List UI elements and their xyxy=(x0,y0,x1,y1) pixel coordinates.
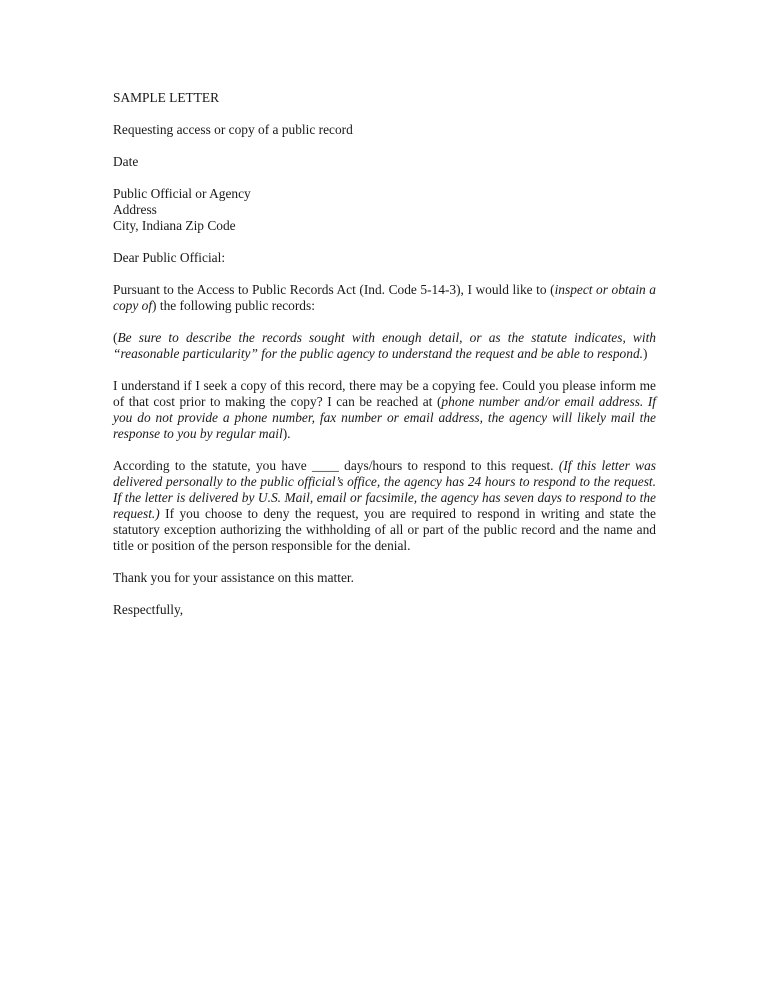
paragraph-statute-italic: (If this letter was delivered personally to the public official’s office, the agency has 24 hours to respond to the request. If the letter is delivered by U.S. Mail, email or facsimile, the agency has seven days to respond to the request.) xyxy=(113,458,656,521)
recipient-block xyxy=(113,186,656,234)
letter-subject: Requesting access or copy of a public record xyxy=(113,122,353,137)
thanks-line: Thank you for your assistance on this matter. xyxy=(113,570,354,585)
letter-title: SAMPLE LETTER xyxy=(113,90,220,105)
salutation: Dear Public Official: xyxy=(113,250,226,265)
recipient-address: Address xyxy=(113,202,157,217)
paragraph-statute-text-a: According to the statute, you have ____ days/hours to respond to this request. xyxy=(113,458,559,473)
recipient-name: Public Official or Agency xyxy=(113,186,251,201)
paragraph-fee-italic: phone number and/or email address. If you do not provide a phone number, fax number or email address, the agency will likely mail the response to you by regular mail xyxy=(113,394,656,441)
paragraph-request-italic: inspect or obtain a copy of xyxy=(113,282,656,313)
paragraph-request-text-b: ) the following public records: xyxy=(152,298,315,313)
paragraph-request xyxy=(113,282,656,314)
paragraph-copying-fee xyxy=(113,378,656,442)
paragraph-statute-response xyxy=(113,458,656,554)
paragraph-describe-italic: Be sure to describe the records sought with enough detail, or as the statute indicates, with “reasonable particularity” for the public agency to understand the request and be able to respond. xyxy=(113,330,656,361)
letter-body xyxy=(113,90,656,634)
paragraph-fee-text-b: ). xyxy=(282,426,291,441)
recipient-city-line: City, Indiana Zip Code xyxy=(113,218,236,233)
paragraph-describe-close: ) xyxy=(642,346,648,361)
letter-date: Date xyxy=(113,154,139,169)
paragraph-request-text-a: Pursuant to the Access to Public Records Act (Ind. Code 5-14-3), I would like to ( xyxy=(113,282,555,297)
paragraph-describe-open: ( xyxy=(113,330,118,345)
closing-line: Respectfully, xyxy=(113,602,184,617)
paragraph-statute-text-b: If you choose to deny the request, you are required to respond in writing and state the statutory exception authorizing the withholding of all or part of the public record and the name and title or position of the person responsible for the denial. xyxy=(113,506,656,553)
paragraph-describe-records xyxy=(113,330,656,362)
paragraph-fee-text-a: I understand if I seek a copy of this record, there may be a copying fee. Could you please inform me of that cost prior to making the copy? I can be reached at ( xyxy=(113,378,656,409)
